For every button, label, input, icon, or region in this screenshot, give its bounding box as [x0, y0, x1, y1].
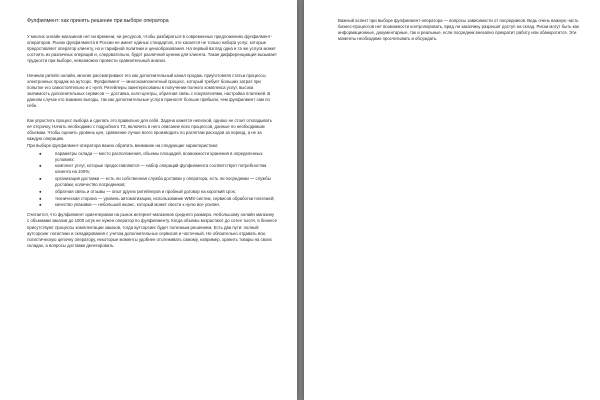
document-page-2: [304, 0, 600, 400]
list-item: [39, 189, 277, 195]
bullet-icon: ●: [39, 202, 42, 208]
list-item: [39, 151, 277, 163]
bullet-icon: ●: [39, 163, 42, 169]
bullets-intro: При выборе фулфилмент-оператора важно обратить внимание на следующие характеристики:: [27, 143, 219, 149]
list-item: [39, 202, 277, 208]
bullet-icon: ●: [39, 188, 42, 194]
list-item: [39, 176, 277, 188]
list-item: [39, 196, 277, 202]
list-item-text: техническая сторона — уровень автоматизации, использование WMS-систем, сервисов обработки платежей;: [55, 195, 275, 201]
list-item-text: параметры склада — место расположения, объемы площадей, возможности хранения в определенных условиях;: [55, 150, 263, 162]
list-item-text: организация доставки — есть ли собственная служба доставки у оператора, есть ли посредники — службы доставки, количество посредников;: [55, 176, 271, 188]
criteria-list: [27, 151, 277, 209]
paragraph-retail: Начиная ритейл онлайн, многие рассматривают его как дополнительный канал продаж, приуготовляя статьи процессы электронных продаж на аутсорс. Фулфилмент — многокомпонентный процесс, который требует больших затрат при попытке его самостоятельно и с нуля. Ритейлеры заинтересованы в получении полного комплекса услуг, высока значимость дополнительных сервисов — доставка, колл-центры, обратная связь с покупателями, настройка платежей. В данном случае кто взаимно выгоды, так как дополнительные услуги приносят больше прибыли, чем фулфилмент сам по себе.: [27, 72, 271, 109]
list-item-text: комплект услуг, которые предоставляются — набор операций фулфилмента соответствует потребностям клиента на 100%;: [55, 163, 267, 175]
document-page-1: [0, 0, 297, 400]
paragraph-conclusion: Считается, что фулфилмент ориентирован на рынок интернет-магазинов среднего размера. Небольшому онлайн магазину с объемами заказов до 1000 штук не нужен оператор по фулфилменту. Когда объемы возрастают до сотен тысяч, в бизнесе присутствуют процессы комплектации заказов, тогда аутсорсинг будет полезным решением. Есть два пути: полный аутсорсинг логистики и складирования с учетом дополнительных сервисов и частичный. Не обязательно отдавать всю логистическую цепочку оператору, некоторые моменты удобнее отслеживать самому, например, хранить товары на своих складах, а вопросы доставки делегировать.: [27, 212, 277, 248]
bullet-icon: ●: [39, 195, 42, 201]
document-title: Фулфилмент: как принять решение при выборе оператора: [27, 18, 169, 24]
bullet-icon: ●: [39, 176, 42, 182]
paragraph-risks: Важный аспект при выборе фулфилмент-оператора — вопросы зависимости от посредников. Ведь очень важную часть бизнес-процессов нет возможности контролировать, вряд ли заказчику разрешат доступ на склад. Риски могут быть как информационные, документарные, так и реальные, если посредник внезапно прекратит работу или обанкротится. Эти моменты необходимо просчитывать и обсуждать.: [338, 18, 579, 42]
bullet-icon: ●: [39, 150, 42, 156]
paragraph-intro: У многих онлайн магазинов нет ни времени, ни ресурсов, чтобы разбираться в современных предложениях фулфилмент-операторов. Рынок фулфилмента в России не имеет единых стандартов, это касается не только набора услуг, которые предоставляет оператор клиенту, но и тарифной политики и ценообразования. На первый взгляд одна и та же услуга может состоять из различных операций и, следовательно, будет различной ценник для клиента. Такая дифференциация вызывает трудности при выборе, невозможно провести сравнительный анализ.: [27, 34, 277, 64]
list-item-text: качество упаковки — небольшой нюанс, который может свести к нулю все усилия.: [55, 202, 220, 208]
list-item-text: обратная связь и отзывы — опыт других ритейлеров и пробный договор на короткий срок;: [55, 188, 236, 194]
paragraph-choice: Как упростить процесс выбора и сделать это правильно для себя. Задача кажется нелегкой, однако не стоит откладывать её отсрочку. Начать необходимо с подробного ТЗ, включить в него описание всех процессов, данные по необходимым объемам. Чтобы оценить уровень цен, сравнение лучше всего производить по расчетам расходов за период, а не за каждую операцию.: [27, 118, 272, 142]
list-item: [39, 163, 277, 175]
